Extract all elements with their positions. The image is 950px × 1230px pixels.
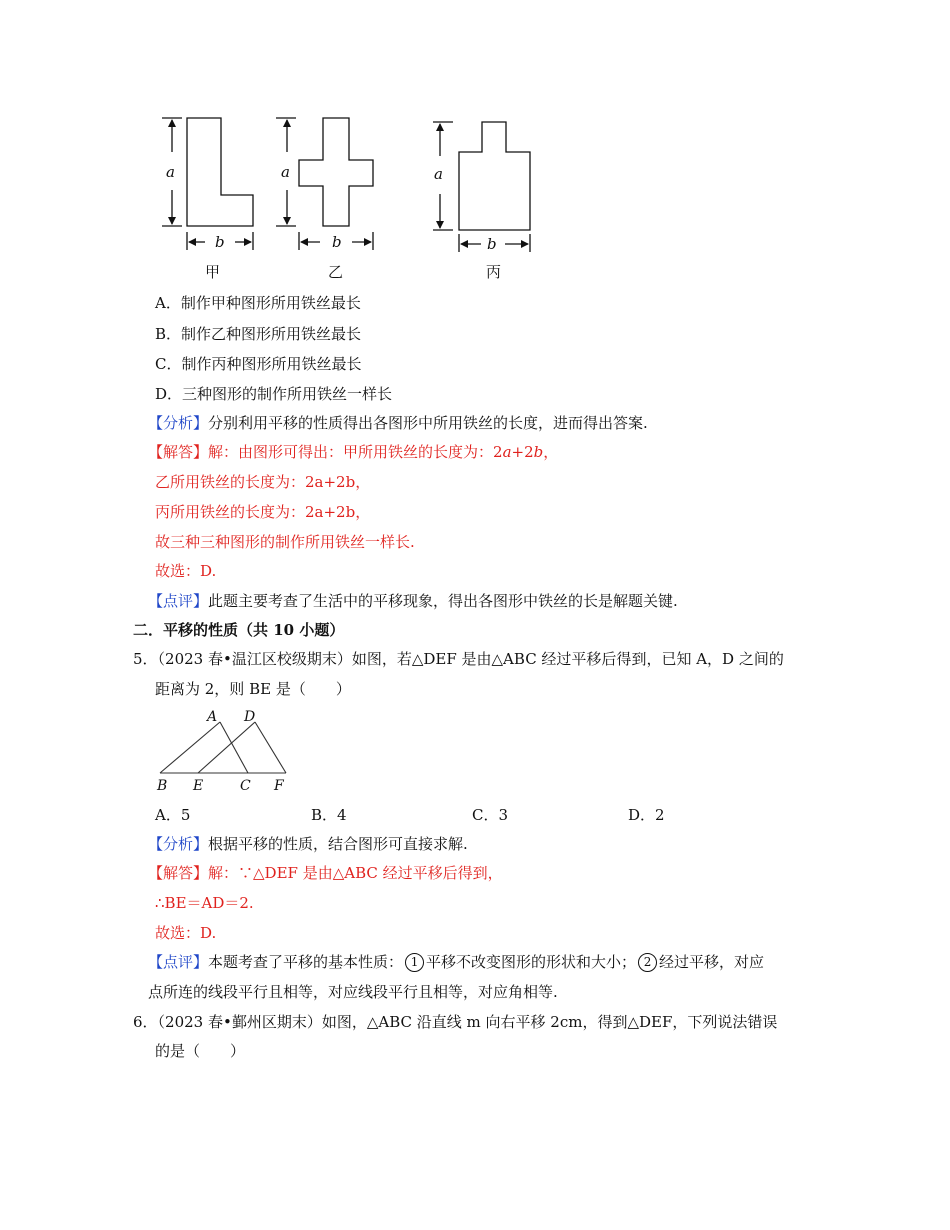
point-b: B (157, 778, 168, 794)
answer-tag: 【解答】 (148, 864, 209, 882)
q5-option-b: B．4 (311, 806, 347, 824)
q5-comment-line-2: 点所连的线段平行且相等，对应线段平行且相等，对应角相等. (148, 983, 558, 1001)
q4-option-c: C．制作丙种图形所用铁丝最长 (155, 355, 362, 373)
q5-comment-line-1 (148, 951, 764, 973)
q5-option-c: C．3 (472, 806, 509, 824)
point-d: D (244, 709, 256, 725)
comment-text: 此题主要考查了生活中的平移现象，得出各图形中铁丝的长是解题关键. (208, 592, 678, 610)
dim-b-jia: b (215, 233, 225, 251)
q6-stem-line-1: 6．（2023 春•鄞州区期末）如图，△ABC 沿直线 m 向右平移 2cm，得到△DEF，下列说法错误 (133, 1013, 778, 1031)
q5-stem-line-1: 5．（2023 春•温江区校级期末）如图，若△DEF 是由△ABC 经过平移后得到，已知 A，D 之间的 (133, 650, 784, 668)
q4-answer-line-3: 丙所用铁丝的长度为：2a+2b， (155, 503, 371, 521)
shapes-figure (0, 0, 950, 300)
q5-answer-line-3: 故选：D. (155, 924, 217, 942)
point-c: C (240, 778, 251, 794)
shape-jia (187, 118, 253, 226)
comment-tag: 【点评】 (148, 592, 209, 610)
dim-a-jia: a (166, 163, 175, 181)
label-jia: 甲 (205, 263, 221, 281)
q4-answer-line-4: 故三种三种图形的制作所用铁丝一样长. (155, 533, 415, 551)
q5-analysis (148, 833, 468, 855)
q4-option-a: A．制作甲种图形所用铁丝最长 (155, 294, 361, 312)
point-f: F (274, 778, 284, 794)
answer-text: 解：由图形可得出：甲所用铁丝的长度为：2 (208, 443, 503, 461)
comment-text-c: 经过平移，对应 (659, 953, 765, 971)
shape-yi (299, 118, 373, 226)
q5-stem-line-2: 距离为 2，则 BE 是（ ） (155, 680, 351, 698)
analysis-tag: 【分析】 (148, 835, 209, 853)
answer-tag: 【解答】 (148, 443, 209, 461)
q6-stem-line-2: 的是（ ） (155, 1042, 246, 1060)
q5-answer-line-2: ∴BE＝AD＝2. (155, 894, 254, 912)
analysis-text: 分别利用平移的性质得出各图形中所用铁丝的长度，进而得出答案. (208, 414, 648, 432)
answer-text: 解：∵△DEF 是由△ABC 经过平移后得到， (208, 864, 503, 882)
var-b: b (533, 443, 544, 461)
q4-answer-line-1 (148, 441, 558, 463)
label-bing: 丙 (486, 263, 502, 281)
dim-b-yi: b (332, 233, 342, 251)
circled-number-1: 1 (405, 953, 424, 972)
var-a: a (502, 443, 512, 461)
analysis-text: 根据平移的性质，结合图形可直接求解. (208, 835, 468, 853)
comma: ， (543, 443, 559, 461)
point-e: E (193, 778, 204, 794)
q4-answer-line-5: 故选：D. (155, 562, 217, 580)
q5-option-a: A．5 (155, 806, 191, 824)
dim-b-bing: b (487, 235, 497, 253)
plus: +2 (511, 443, 534, 461)
q5-answer-line-1 (148, 862, 503, 884)
dim-a-bing: a (434, 165, 443, 183)
section-2-title: 二．平移的性质（共 10 小题） (133, 621, 345, 639)
comment-text-b: 平移不改变图形的形状和大小； (426, 953, 637, 971)
q4-answer-line-2: 乙所用铁丝的长度为：2a+2b， (155, 473, 371, 491)
analysis-tag: 【分析】 (148, 414, 209, 432)
shape-bing (459, 122, 530, 230)
q4-analysis (148, 412, 648, 434)
comment-text-a: 本题考查了平移的基本性质： (208, 953, 404, 971)
point-a: A (207, 709, 218, 725)
triangle-figure (0, 700, 950, 800)
dim-a-yi: a (281, 163, 290, 181)
comment-tag: 【点评】 (148, 953, 209, 971)
q5-option-d: D．2 (628, 806, 665, 824)
circled-number-2: 2 (638, 953, 657, 972)
q4-option-b: B．制作乙种图形所用铁丝最长 (155, 325, 362, 343)
label-yi: 乙 (328, 263, 344, 281)
q4-option-d: D．三种图形的制作所用铁丝一样长 (155, 385, 393, 403)
q4-comment (148, 590, 678, 612)
